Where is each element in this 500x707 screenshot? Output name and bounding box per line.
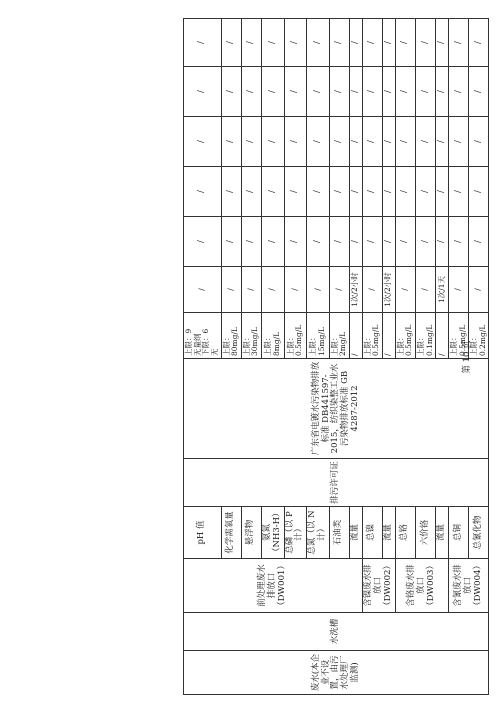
cell-line: /	[436, 353, 446, 356]
cell-line: 上限：	[448, 333, 458, 356]
slash-cell: /	[448, 19, 468, 67]
slash-cell: /	[448, 167, 468, 217]
pollutant-cell: 流量	[349, 507, 362, 559]
frequency-cell: /	[329, 267, 349, 313]
table-row	[395, 19, 415, 695]
slash-cell: /	[382, 167, 395, 217]
slash-cell: /	[436, 19, 449, 67]
limit-cell	[329, 313, 349, 359]
limit-cell	[184, 313, 222, 359]
slash-cell: /	[241, 67, 261, 117]
limit-cell	[362, 313, 382, 359]
slash-cell: /	[349, 217, 362, 267]
cell-line: 30mg/L	[250, 327, 260, 356]
frequency-cell: 1次/2小时	[382, 267, 395, 313]
monitoring-table	[183, 18, 489, 695]
slash-cell: /	[184, 19, 222, 67]
frequency-cell: /	[262, 267, 285, 313]
pollutant-cell: 总铜	[448, 507, 468, 559]
limit-cell	[395, 313, 415, 359]
slash-cell: /	[436, 117, 449, 167]
pollutant-cell: 总磷（以 P 计）	[284, 507, 307, 559]
slash-cell: /	[448, 67, 468, 117]
slash-cell: /	[241, 167, 261, 217]
slash-cell: /	[382, 19, 395, 67]
slash-cell: /	[307, 117, 330, 167]
pollutant-cell: 六价铬	[415, 507, 435, 559]
frequency-cell: /	[241, 267, 261, 313]
slash-cell: /	[436, 67, 449, 117]
slash-cell: /	[284, 67, 307, 117]
slash-cell: /	[307, 217, 330, 267]
limit-cell	[241, 313, 261, 359]
pollutant-cell: 悬浮物	[241, 507, 261, 559]
slash-cell: /	[329, 167, 349, 217]
slash-cell: /	[349, 19, 362, 67]
cell-line: 8mg/L	[271, 331, 281, 356]
cell-line: 0.1mg/L	[424, 324, 434, 356]
cell-line: 0.5mg/L	[404, 324, 414, 356]
frequency-cell: /	[362, 267, 382, 313]
slash-cell: /	[184, 167, 222, 217]
limit-cell	[221, 313, 241, 359]
cell-line: 上限：	[415, 333, 425, 356]
slash-cell: /	[448, 217, 468, 267]
slash-cell: /	[362, 167, 382, 217]
slash-cell: /	[415, 217, 435, 267]
cell-line: 上限：	[362, 333, 372, 356]
slash-cell: /	[329, 217, 349, 267]
slash-cell: /	[184, 67, 222, 117]
slash-cell: /	[415, 167, 435, 217]
frequency-cell: /	[395, 267, 415, 313]
slash-cell: /	[184, 117, 222, 167]
frequency-cell: 1次/1天	[436, 267, 449, 313]
slash-cell: /	[469, 117, 489, 167]
slash-cell: /	[436, 167, 449, 217]
frequency-cell: /	[184, 267, 222, 313]
cell-line: 0.2mg/L	[477, 324, 487, 356]
pollutant-cell: 流量	[436, 507, 449, 559]
slash-cell: /	[415, 67, 435, 117]
slash-cell: /	[307, 19, 330, 67]
slash-cell: /	[469, 167, 489, 217]
cell-line: 0.5mg/L	[294, 324, 304, 356]
cell-line: 上限：	[469, 333, 479, 356]
slash-cell: /	[221, 167, 241, 217]
pollutant-cell: 总镍	[362, 507, 382, 559]
pollutant-cell: 总氰化物	[469, 507, 489, 559]
cell-line: 上限：	[329, 333, 339, 356]
frequency-cell: 1次/2小时	[349, 267, 362, 313]
cell-line: 下限：6	[201, 328, 211, 356]
standard-cell: 广东省电镀水污染物排放标准 DB441597-2015，纺织染整工业水污染物排放标准 GB 4287-2012	[184, 359, 489, 459]
slash-cell: /	[469, 67, 489, 117]
slash-cell: /	[448, 117, 468, 167]
slash-cell: /	[221, 19, 241, 67]
frequency-cell: /	[448, 267, 468, 313]
slash-cell: /	[262, 217, 285, 267]
cell-line: 上限：	[308, 333, 318, 356]
limit-cell	[262, 313, 285, 359]
slash-cell: /	[329, 67, 349, 117]
slash-cell: /	[382, 67, 395, 117]
page-number: 第 10 页	[462, 340, 472, 374]
slash-cell: /	[395, 67, 415, 117]
category-cell: 废水(本企业不设置，由污水处理厂监测)	[184, 651, 489, 695]
cell-line: /	[383, 353, 393, 356]
slash-cell: /	[284, 167, 307, 217]
cell-line: 2mg/L	[338, 331, 348, 356]
slash-cell: /	[262, 117, 285, 167]
pollutant-cell: 流量	[382, 507, 395, 559]
slash-cell: /	[221, 117, 241, 167]
slash-cell: /	[349, 67, 362, 117]
slash-cell: /	[362, 217, 382, 267]
slash-cell: /	[395, 117, 415, 167]
cell-line: 上限：9	[184, 328, 193, 356]
limit-cell	[382, 313, 395, 359]
cell-line: 上限：	[395, 333, 405, 356]
table-row	[184, 19, 222, 695]
limit-cell	[415, 313, 435, 359]
slash-cell: /	[349, 117, 362, 167]
pollutant-cell: 总铬	[395, 507, 415, 559]
outfall-cell: 含镍废水排放口（DW002）	[362, 559, 395, 613]
cell-line: 无量纲	[192, 333, 202, 356]
slash-cell: /	[395, 217, 415, 267]
slash-cell: /	[329, 19, 349, 67]
frequency-cell: /	[221, 267, 241, 313]
slash-cell: /	[284, 117, 307, 167]
slash-cell: /	[284, 217, 307, 267]
outfall-cell: 前处理废水排放口（DW001）	[184, 559, 363, 613]
slash-cell: /	[436, 217, 449, 267]
slash-cell: /	[362, 67, 382, 117]
cell-line: 无	[209, 348, 219, 356]
slash-cell: /	[382, 217, 395, 267]
limit-cell	[349, 313, 362, 359]
pollutant-cell: pH 值	[184, 507, 222, 559]
slash-cell: /	[469, 217, 489, 267]
slash-cell: /	[221, 67, 241, 117]
cell-line: 上限：	[221, 333, 231, 356]
frequency-cell: /	[307, 267, 330, 313]
outfall-cell: 含铬废水排放口（DW003）	[395, 559, 448, 613]
slash-cell: /	[262, 67, 285, 117]
slash-cell: /	[415, 19, 435, 67]
frequency-cell: /	[415, 267, 435, 313]
limit-cell	[436, 313, 449, 359]
limit-cell	[284, 313, 307, 359]
slash-cell: /	[184, 217, 222, 267]
slash-cell: /	[382, 117, 395, 167]
slash-cell: /	[241, 117, 261, 167]
slash-cell: /	[395, 19, 415, 67]
slash-cell: /	[307, 67, 330, 117]
subcategory-cell: 水洗槽	[184, 613, 489, 651]
slash-cell: /	[262, 167, 285, 217]
cell-line: 0.5mg/L	[457, 324, 467, 356]
slash-cell: /	[349, 167, 362, 217]
slash-cell: /	[221, 217, 241, 267]
limit-cell	[307, 313, 330, 359]
slash-cell: /	[395, 167, 415, 217]
slash-cell: /	[362, 19, 382, 67]
slash-cell: /	[284, 19, 307, 67]
slash-cell: /	[329, 117, 349, 167]
slash-cell: /	[241, 217, 261, 267]
outfall-cell: 含氰废水排放口（DW004）	[448, 559, 489, 613]
slash-cell: /	[262, 19, 285, 67]
slash-cell: /	[469, 19, 489, 67]
cell-line: 15mg/L	[316, 327, 326, 356]
pollutant-cell: 石油类	[329, 507, 349, 559]
slash-cell: /	[241, 19, 261, 67]
basis-cell: 排污许可证	[184, 459, 489, 507]
pollutant-cell: 氨氮（NH3-H）	[262, 507, 285, 559]
cell-line: 0.5mg/L	[371, 324, 381, 356]
cell-line: 上限：	[285, 333, 295, 356]
pollutant-cell: 总氮（以 N 计）	[307, 507, 330, 559]
table-row	[362, 19, 382, 695]
pollutant-cell: 化学需氧量	[221, 507, 241, 559]
cell-line: 上限：	[263, 333, 273, 356]
cell-line: 80mg/L	[230, 327, 240, 356]
cell-line: /	[350, 353, 360, 356]
frequency-cell: /	[284, 267, 307, 313]
slash-cell: /	[362, 117, 382, 167]
frequency-cell: /	[469, 267, 489, 313]
cell-line: 上限：	[241, 333, 251, 356]
slash-cell: /	[415, 117, 435, 167]
slash-cell: /	[307, 167, 330, 217]
